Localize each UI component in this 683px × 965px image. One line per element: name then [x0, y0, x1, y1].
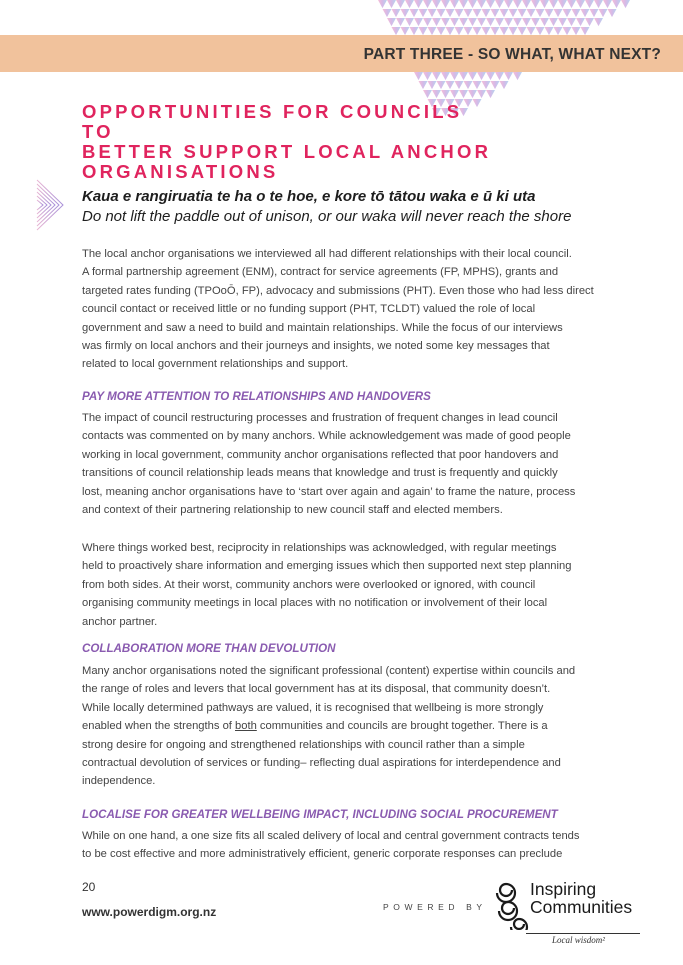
pattern-triangle [540, 0, 549, 8]
pattern-triangle [621, 0, 630, 8]
pattern-triangle [459, 0, 468, 8]
section-heading-collaboration: COLLABORATION MORE THAN DEVOLUTION [82, 642, 336, 655]
paragraph-line: strong desire for ongoing and strengthened relationships with council rather than a simple [82, 738, 525, 751]
text-segment: communities and councils are brought together. There is a [256, 720, 548, 733]
pattern-triangle [486, 90, 495, 98]
intro-line: targeted rates funding (TPOoŌ, FP), advocacy and submissions (PHT). Even those who had less direct [82, 284, 594, 297]
pattern-triangle [549, 0, 558, 8]
pattern-triangle [401, 9, 410, 17]
pattern-triangle [486, 72, 495, 80]
pattern-triangle [486, 18, 495, 26]
inspiring-communities-logo [494, 880, 644, 950]
page-title [82, 102, 502, 182]
pattern-triangle [495, 0, 504, 8]
pattern-triangle [405, 0, 414, 8]
section1-paragraph-1 [82, 409, 602, 519]
pattern-triangle [459, 72, 468, 80]
pattern-triangle [585, 0, 594, 8]
paragraph-line: transitions of council relationship leads means that knowledge and trust is frequently and quickly [82, 467, 558, 480]
pattern-triangle [545, 27, 554, 35]
pattern-triangle [563, 27, 572, 35]
paragraph-line: Many anchor organisations noted the significant professional (content) expertise within councils and [82, 665, 576, 677]
logo-line-1: Inspiring [530, 879, 597, 899]
pattern-triangle [428, 9, 437, 17]
pattern-triangle [450, 72, 459, 80]
intro-line: A formal partnership agreement (ENM), contract for service agreements (FP, MPHS), grants and [82, 266, 559, 279]
title-line-1: OPPORTUNITIES FOR COUNCILS TO [82, 101, 463, 142]
pattern-triangle [432, 72, 441, 80]
pattern-triangle [423, 18, 432, 26]
pattern-triangle [450, 0, 459, 8]
pattern-triangle [441, 0, 450, 8]
pattern-triangle [594, 18, 603, 26]
pattern-triangle [536, 27, 545, 35]
pattern-triangle [387, 0, 396, 8]
paragraph-line: and context of their partnering relationship to new council staff and elected members. [82, 504, 503, 517]
pattern-triangle [459, 18, 468, 26]
logo-line-2: Communities [530, 897, 633, 917]
pattern-triangle [437, 27, 446, 35]
pattern-triangle [545, 9, 554, 17]
section-heading-relationships: PAY MORE ATTENTION TO RELATIONSHIPS AND HANDOVERS [82, 390, 431, 403]
pattern-triangle [536, 9, 545, 17]
text-segment: enabled when the strengths of [82, 720, 236, 733]
pattern-triangle [581, 9, 590, 17]
pattern-triangle [549, 18, 558, 26]
pattern-triangle [419, 9, 428, 17]
pattern-triangle [594, 0, 603, 8]
intro-line: council contact or received little or no funding support (PHT, TCLDT) valued the role of local [82, 303, 536, 316]
pattern-triangle [599, 9, 608, 17]
pattern-triangle [567, 18, 576, 26]
spiral-logo-icon [494, 880, 534, 930]
pattern-triangle [414, 18, 423, 26]
pattern-triangle [437, 9, 446, 17]
section1-paragraph-2 [82, 539, 602, 631]
pattern-triangle [531, 18, 540, 26]
pattern-triangle [419, 81, 428, 89]
pattern-triangle [450, 18, 459, 26]
pattern-triangle [464, 9, 473, 17]
intro-line: related to local government relationships and support. [82, 358, 349, 371]
pattern-triangle [603, 0, 612, 8]
pattern-triangle [455, 81, 464, 89]
paragraph-line: held to proactively share information and emerging issues which then supported next step planning [82, 560, 572, 573]
pattern-triangle [419, 27, 428, 35]
pattern-triangle [540, 18, 549, 26]
paragraph-line: independence. [82, 775, 156, 788]
title-line-3: ORGANISATIONS [82, 161, 279, 182]
pattern-triangle [477, 0, 486, 8]
paragraph-line: While on one hand, a one size fits all scaled delivery of local and central government contracts tends [82, 830, 580, 842]
section2-paragraph [82, 662, 602, 791]
pattern-triangle [522, 18, 531, 26]
pattern-triangle [383, 9, 392, 17]
pattern-triangle [504, 0, 513, 8]
paragraph-line: The impact of council restructuring processes and frustration of frequent changes in lead council [82, 412, 558, 424]
pattern-triangle [482, 27, 491, 35]
pattern-triangle [590, 9, 599, 17]
pattern-triangle [482, 81, 491, 89]
pattern-triangle [392, 27, 401, 35]
paragraph-line: organising community meetings in local places with no notification or involvement of their local [82, 597, 548, 610]
pattern-triangle [423, 0, 432, 8]
pattern-triangle [558, 0, 567, 8]
pattern-triangle [500, 81, 509, 89]
intro-line: government and saw a need to build and maintain relationships. While the focus of our interviews [82, 321, 563, 334]
pattern-triangle [558, 18, 567, 26]
paragraph-line: lost, meaning anchor organisations have to ‘start over again and again’ to frame the nature, process [82, 485, 576, 498]
logo-tagline: Local wisdom² [552, 935, 605, 945]
intro-line: was firmly on local anchors and their journeys and insights, we noted some key messages that [82, 340, 550, 353]
pattern-triangle [491, 9, 500, 17]
pattern-triangle [441, 90, 450, 98]
pattern-triangle [410, 9, 419, 17]
pattern-triangle [378, 0, 387, 8]
pattern-triangle [518, 9, 527, 17]
website-link[interactable]: www.powerdigm.org.nz [82, 905, 217, 919]
pattern-triangle [432, 18, 441, 26]
pattern-triangle [576, 18, 585, 26]
pattern-triangle [491, 81, 500, 89]
pattern-triangle [527, 9, 536, 17]
pattern-triangle [567, 0, 576, 8]
paragraph-line [82, 717, 602, 735]
pattern-triangle [563, 9, 572, 17]
pattern-triangle [500, 27, 509, 35]
pattern-triangle [414, 72, 423, 80]
pattern-triangle [459, 90, 468, 98]
pattern-triangle [486, 0, 495, 8]
pattern-triangle [441, 18, 450, 26]
pattern-triangle [468, 72, 477, 80]
pattern-triangle [392, 9, 401, 17]
pattern-triangle [387, 18, 396, 26]
pattern-triangle [455, 9, 464, 17]
pattern-triangle [437, 81, 446, 89]
pattern-triangle [432, 0, 441, 8]
pattern-triangle [581, 27, 590, 35]
section3-paragraph [82, 827, 602, 864]
logo-divider [526, 933, 640, 934]
chevron-arrow-icon [35, 178, 65, 232]
pattern-triangle [405, 18, 414, 26]
page-number: 20 [82, 880, 96, 894]
pattern-triangle [423, 90, 432, 98]
quote-maori: Kaua e rangiruatia te ha o te hoe, e kore tō tātou waka e ū ki uta [82, 188, 536, 205]
pattern-triangle [446, 81, 455, 89]
pattern-triangle [504, 72, 513, 80]
pattern-triangle [585, 18, 594, 26]
pattern-triangle [518, 27, 527, 35]
pattern-triangle [464, 27, 473, 35]
pattern-triangle [396, 0, 405, 8]
pattern-triangle [446, 9, 455, 17]
pattern-triangle [477, 18, 486, 26]
pattern-triangle [576, 0, 585, 8]
pattern-triangle [513, 72, 522, 80]
paragraph-line: contacts was commented on by many anchors. While acknowledgement was made of good people [82, 430, 571, 443]
pattern-triangle [500, 9, 509, 17]
paragraph-line: Where things worked best, reciprocity in relationships was acknowledged, with regular meetings [82, 542, 557, 554]
pattern-triangle [414, 0, 423, 8]
pattern-triangle [495, 18, 504, 26]
pattern-triangle [477, 72, 486, 80]
pattern-triangle [572, 27, 581, 35]
section-heading-localise: LOCALISE FOR GREATER WELLBEING IMPACT, INCLUDING SOCIAL PROCUREMENT [82, 808, 558, 821]
pattern-triangle [410, 27, 419, 35]
pattern-triangle [509, 9, 518, 17]
pattern-triangle [473, 27, 482, 35]
paragraph-line: working in local government, community anchor organisations reflected that poor handovers and [82, 448, 559, 461]
pattern-triangle [423, 72, 432, 80]
pattern-triangle [446, 27, 455, 35]
pattern-triangle [468, 18, 477, 26]
pattern-triangle [468, 0, 477, 8]
pattern-triangle [509, 27, 518, 35]
pattern-triangle [572, 9, 581, 17]
paragraph-line: While locally determined pathways are valued, it is recognised that wellbeing is more strongly [82, 701, 544, 714]
intro-line: The local anchor organisations we interviewed all had different relationships with their local council. [82, 248, 572, 260]
pattern-triangle [612, 0, 621, 8]
pattern-triangle [495, 72, 504, 80]
pattern-triangle [513, 0, 522, 8]
pattern-triangle [441, 72, 450, 80]
quote-english: Do not lift the paddle out of unison, or our waka will never reach the shore [82, 208, 572, 225]
pattern-triangle [428, 27, 437, 35]
pattern-triangle [513, 18, 522, 26]
pattern-triangle [482, 9, 491, 17]
pattern-triangle [450, 90, 459, 98]
paragraph-line: contractual devolution of services or funding– reflecting dual aspirations for interdependence and [82, 757, 561, 770]
underlined-word: both [235, 720, 257, 733]
part-title: PART THREE - SO WHAT, WHAT NEXT? [363, 46, 661, 63]
pattern-triangle [554, 27, 563, 35]
pattern-triangle [468, 90, 477, 98]
paragraph-line: the range of roles and levers that local government has at its disposal, that community doesn’t. [82, 683, 551, 696]
title-line-2: BETTER SUPPORT LOCAL ANCHOR [82, 141, 492, 162]
pattern-triangle [455, 27, 464, 35]
pattern-triangle [428, 81, 437, 89]
paragraph-line: to be cost effective and more administratively efficient, generic corporate responses can preclude [82, 848, 563, 861]
pattern-triangle [554, 9, 563, 17]
intro-paragraph [82, 245, 602, 374]
pattern-triangle [477, 90, 486, 98]
pattern-triangle [396, 18, 405, 26]
pattern-triangle [432, 90, 441, 98]
pattern-triangle [608, 9, 617, 17]
paragraph-line: from both sides. At their worst, community anchors were overlooked or ignored, with council [82, 578, 536, 591]
pattern-triangle [464, 81, 473, 89]
pattern-triangle [527, 27, 536, 35]
powered-by-label: POWERED BY [383, 902, 487, 912]
pattern-triangle [473, 9, 482, 17]
pattern-triangle [491, 27, 500, 35]
logo-wordmark [530, 880, 632, 916]
paragraph-line: anchor partner. [82, 615, 158, 628]
pattern-triangle [504, 18, 513, 26]
pattern-triangle [401, 27, 410, 35]
pattern-triangle [522, 0, 531, 8]
pattern-triangle [531, 0, 540, 8]
pattern-triangle [473, 81, 482, 89]
